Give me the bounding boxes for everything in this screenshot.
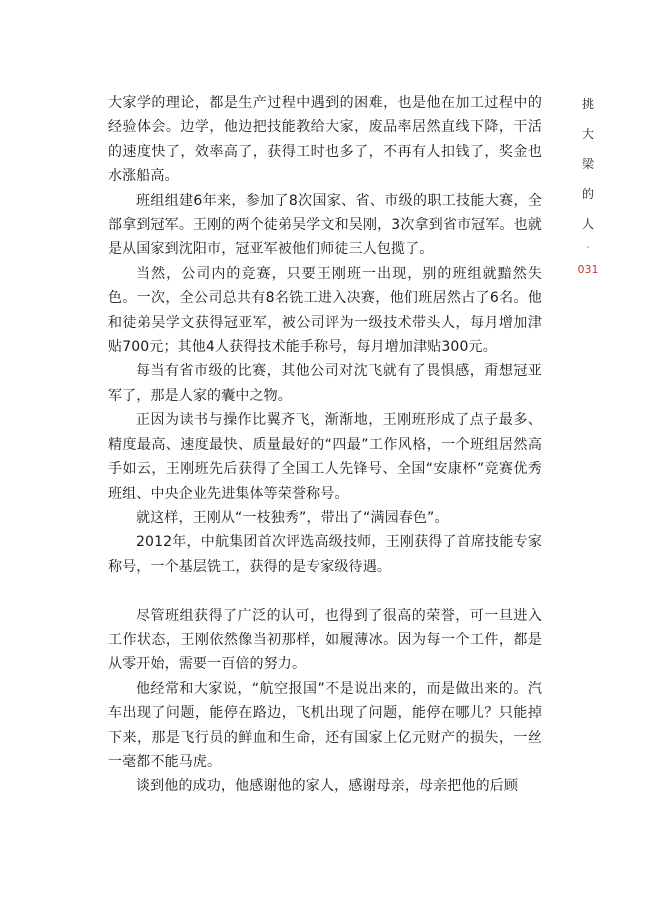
paragraph: 谈到他的成功，他感谢他的家人，感谢母亲，母亲把他的后顾 bbox=[136, 778, 519, 795]
running-header-char: 的 bbox=[581, 187, 594, 201]
paragraph: 当然，公司内的竞赛，只要王刚班一出现，别的班组就黯然失色。一次，全公司总共有8名铣工进入决赛，他们班居然占了6名。他和徒弟吴学文获得冠亚军，被公司评为一级技术带头人，每月增加津贴700元；其他4人获得技术能手称号，每月增加津贴300元。 bbox=[108, 265, 542, 356]
running-header-char: 梁 bbox=[581, 157, 594, 171]
running-header-separator: - bbox=[586, 242, 590, 253]
paragraph: 班组组建6年来，参加了8次国家、省、市级的职工技能大赛，全部拿到冠军。王刚的两个徒弟吴学文和吴刚，3次拿到省市冠军。也就是从国家到沈阳市，冠亚军被他们师徒三人包揽了。 bbox=[108, 192, 542, 258]
running-header bbox=[577, 97, 599, 276]
paragraph: 2012年，中航集团首次评选高级技师，王刚获得了首席技能专家称号，一个基层铣工，获得的是专家级待遇。 bbox=[108, 534, 542, 575]
running-header-char: 大 bbox=[581, 127, 594, 141]
paragraph: 就这样，王刚从“一枝独秀”，带出了“满园春色”。 bbox=[136, 509, 449, 526]
paragraph: 他经常和大家说，“航空报国”不是说出来的，而是做出来的。汽车出现了问题，能停在路边，飞机出现了问题，能停在哪儿？只能掉下来，那是飞行员的鲜血和生命，还有国家上亿元财产的损失，一丝一毫都不能马虎。 bbox=[108, 680, 542, 770]
page-number: 031 bbox=[577, 263, 599, 276]
paragraph: 每当有省市级的比赛，其他公司对沈飞就有了畏惧感，甭想冠亚军了，那是人家的囊中之物。 bbox=[108, 363, 542, 404]
body-text bbox=[108, 91, 542, 799]
paragraph: 正因为读书与操作比翼齐飞，渐渐地，王刚班形成了点子最多、精度最高、速度最快、质量最好的“四最”工作风格，一个班组居然高手如云，王刚班先后获得了全国工人先锋号、全国“安康杯”竞赛优秀班组、中央企业先进集体等荣誉称号。 bbox=[108, 412, 542, 502]
paragraph-continuation: 大家学的理论，都是生产过程中遇到的困难，也是他在加工过程中的经验体会。边学，他边把技能教给大家，废品率居然直线下降，干活的速度快了，效率高了，获得工时也多了，不再有人扣钱了，奖金也水涨船高。 bbox=[108, 95, 542, 185]
paragraph: 尽管班组获得了广泛的认可，也得到了很高的荣誉，可一旦进入工作状态，王刚依然像当初那样，如履薄冰。因为每一个工件，都是从零开始，需要一百倍的努力。 bbox=[108, 607, 542, 673]
running-header-char: 挑 bbox=[581, 97, 594, 111]
running-header-char: 人 bbox=[581, 217, 594, 231]
